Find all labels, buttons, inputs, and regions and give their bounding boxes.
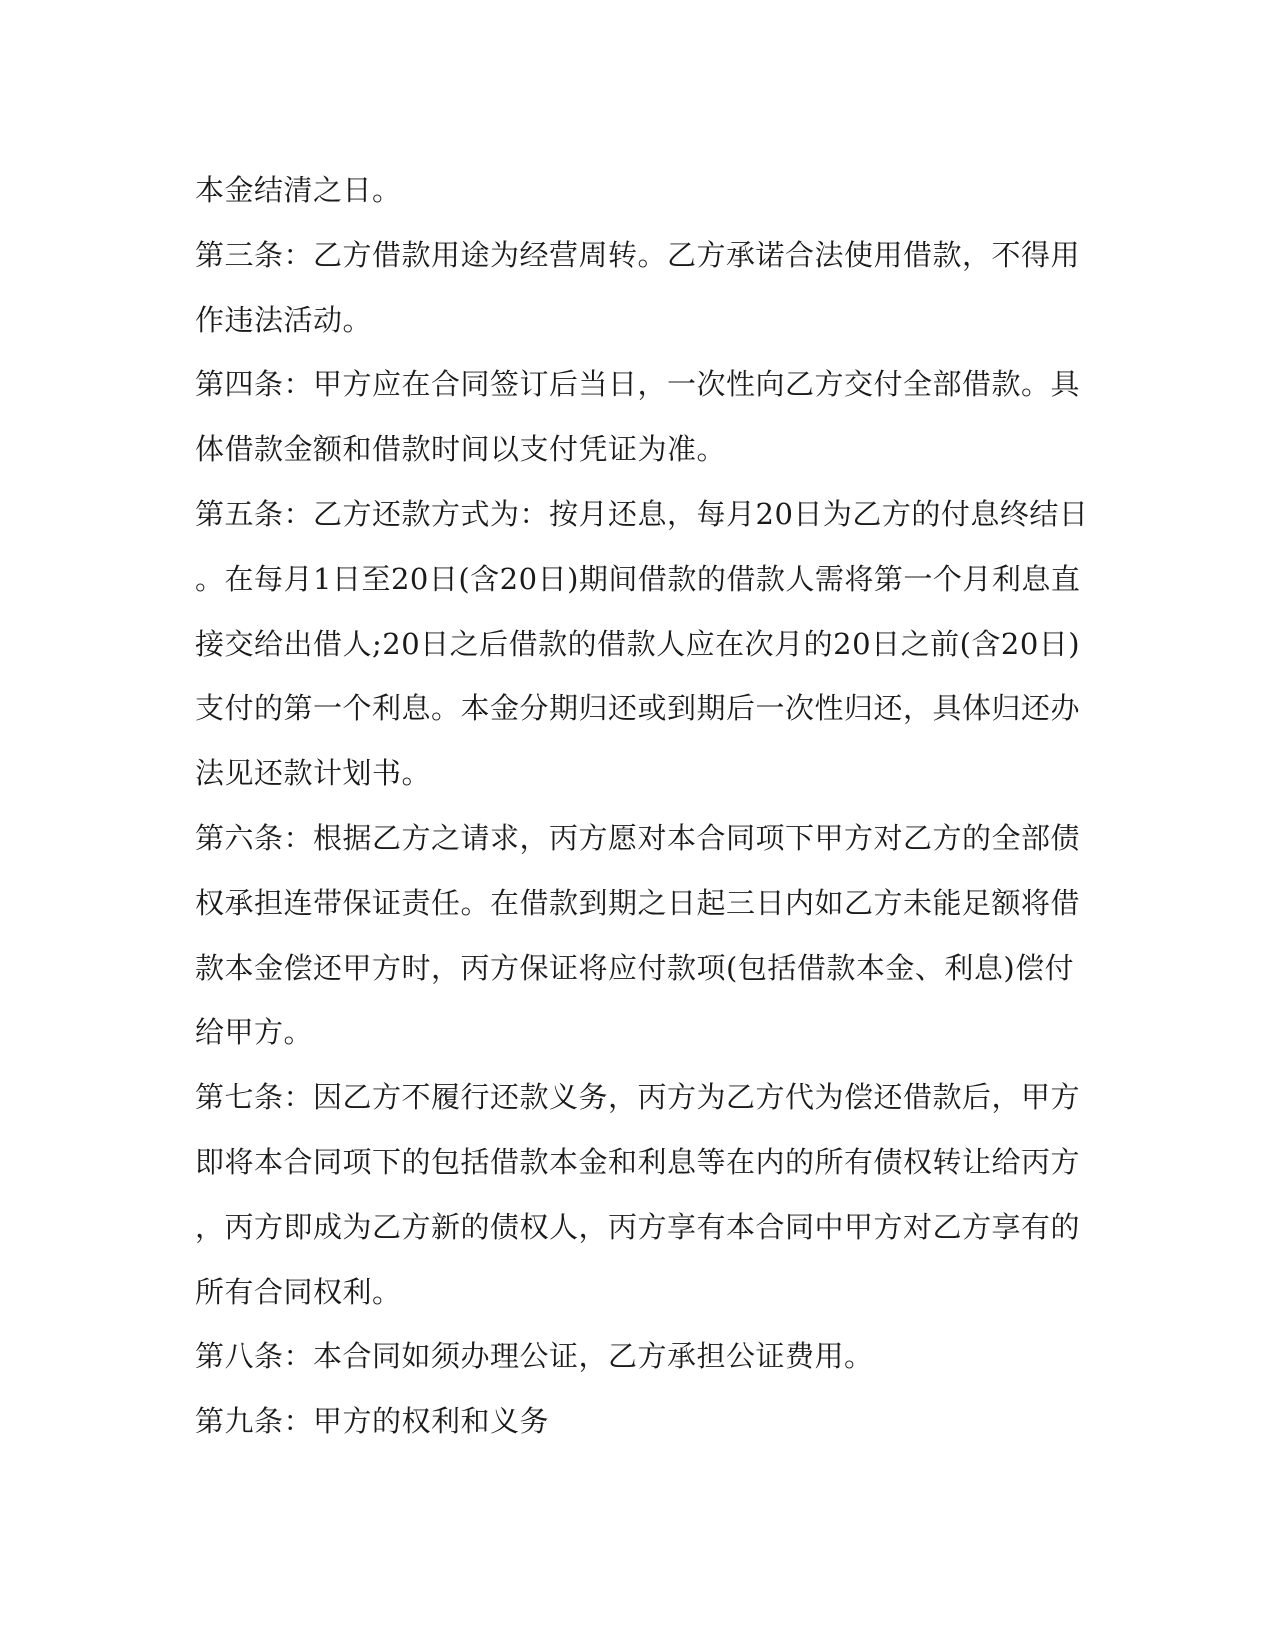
text-line: 法见还款计划书。 bbox=[195, 756, 432, 791]
text-line: 本金结清之日。 bbox=[195, 173, 402, 207]
text-line: 第七条：因乙方不履行还款义务，丙方为乙方代为偿还借款后，甲方 bbox=[195, 1080, 1081, 1115]
text-line: 权承担连带保证责任。在借款到期之日起三日内如乙方未能足额将借 bbox=[195, 885, 1081, 920]
text-line: 接交给出借人;20日之后借款的借款人应在次月的20日之前(含20日) bbox=[195, 626, 1081, 661]
text-line: ，丙方即成为乙方新的债权人，丙方享有本合同中甲方对乙方享有的 bbox=[195, 1209, 1081, 1244]
text-line: 即将本合同项下的包括借款本金和利息等在内的所有债权转让给丙方 bbox=[195, 1144, 1081, 1179]
text-line: 所有合同权利。 bbox=[195, 1274, 402, 1309]
document-body bbox=[195, 158, 1089, 1454]
text-line: 给甲方。 bbox=[195, 1015, 314, 1050]
text-line: 第五条：乙方还款方式为：按月还息，每月20日为乙方的付息终结日 bbox=[195, 496, 1089, 531]
text-line: 款本金偿还甲方时，丙方保证将应付款项(包括借款本金、利息)偿付 bbox=[195, 950, 1075, 985]
text-line: 第三条：乙方借款用途为经营周转。乙方承诺合法使用借款，不得用 bbox=[195, 237, 1081, 272]
text-line: 第八条：本合同如须办理公证，乙方承担公证费用。 bbox=[195, 1339, 874, 1374]
text-line: 第九条：甲方的权利和义务 bbox=[195, 1404, 550, 1439]
text-line: 第四条：甲方应在合同签订后当日，一次性向乙方交付全部借款。具 bbox=[195, 367, 1081, 402]
text-line: 。在每月1日至20日(含20日)期间借款的借款人需将第一个月利息直 bbox=[195, 561, 1081, 596]
text-line: 支付的第一个利息。本金分期归还或到期后一次性归还，具体归还办 bbox=[195, 691, 1081, 726]
text-line: 第六条：根据乙方之请求，丙方愿对本合同项下甲方对乙方的全部债 bbox=[195, 820, 1081, 855]
text-line: 作违法活动。 bbox=[195, 302, 373, 337]
text-line: 体借款金额和借款时间以支付凭证为准。 bbox=[195, 432, 727, 467]
